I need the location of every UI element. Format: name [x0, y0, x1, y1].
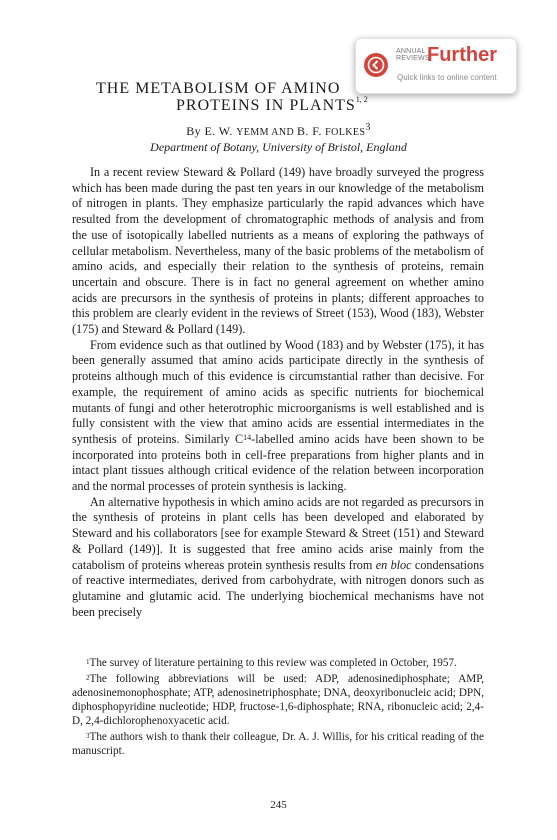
paragraph-1: In a recent review Steward & Pollard (149) have broadly surveyed the progress which has been made during the past ten years in our knowledge of the metabolism of nitrogen in plants. They emphasize particularly the rapid advances which have resulted from the development of chromatographic methods of analysis and from the use of isotopically labelled nutrients as a means of exploring the pathways of cellular metabolism. Nevertheless, many of the basic problems of the metabolism of amino acids, and especially their relation to the synthesis of proteins, remain uncertain and obscure. There is in fact no general agreement on whether amino acids are precursors in the synthesis of proteins in plants; different approaches to this problem are clearly evident in the reviews of Street (153), Wood (183), Webster (175) and Steward & Pollard (149). — [72, 165, 484, 337]
authors-by: By E. W. — [186, 124, 237, 138]
reviews-text: REVIEWS — [396, 55, 430, 62]
en-bloc-italic: en bloc — [375, 557, 412, 572]
footnotes — [72, 656, 484, 760]
annual-reviews-logo-text — [396, 48, 430, 62]
authors-footnote-mark: 3 — [365, 122, 371, 133]
title-line-2-text: PROTEINS IN PLANTS — [176, 97, 356, 114]
page-number: 245 — [270, 799, 287, 811]
footnote-1 — [72, 656, 484, 670]
title-line-1: THE METABOLISM OF AMINO — [96, 80, 341, 97]
footnote-3 — [72, 730, 484, 758]
footnote-3-mark: 3 — [86, 732, 90, 740]
paragraph-2-part-1: From evidence such as that outlined by Wood (183) and by Webster (175), it has been generally assumed that amino acids participate directly in the synthesis of proteins although much of this evidence is circumstantial rather than decisive. For example, the requirement of amino acids as specific nutrients for biochemical mutants of fungi and other heterotrophic microorganisms is well established and is fully consistent with the view that amino acids are essential intermediates in the synthesis of proteins. Similarly — [72, 337, 484, 446]
further-word: Further — [427, 44, 497, 66]
annual-text: ANNUAL — [396, 48, 426, 55]
author-folkes: FOLKES — [325, 127, 366, 138]
c14-symbol — [235, 432, 251, 446]
paragraph-3-part-1: An alternative hypothesis in which amino acids are not regarded as precursors in the synthesis of proteins in plant cells has been developed and elaborated by Steward and his collaborators [see for example Steward & Street (151) and Steward & Pollard (149)]. It is suggested that free amino acids arise mainly from the catabolism of proteins whereas protein synthesis results from — [72, 494, 484, 572]
authors-and: AND — [268, 127, 298, 138]
paragraph-3-part-2: condensations of reactive intermediates, derived from carbohydrate, with nitrogen donors such as glutamine and glutamic acid. The underlying biochemical mechanisms have not been precisely — [72, 557, 484, 619]
footnote-2-mark: 2 — [86, 674, 90, 682]
author-yemm: YEMM — [236, 127, 269, 138]
title-footnote-marks: 1, 2 — [355, 95, 368, 104]
author-folkes-initials: B. F. — [297, 124, 326, 138]
annual-reviews-further-badge[interactable] — [355, 38, 517, 94]
c14-base: C — [235, 431, 244, 446]
c14-sup: 14 — [243, 432, 252, 442]
further-subtitle: Quick links to online content — [397, 73, 497, 82]
title-line-2 — [176, 97, 368, 115]
paragraph-2 — [72, 338, 484, 495]
department-affiliation: Department of Botany, University of Bristol, England — [150, 140, 407, 154]
footnote-3-text: The authors wish to thank their colleague, Dr. A. J. Willis, for his critical reading of the manuscript. — [72, 731, 484, 757]
body-text — [72, 165, 484, 620]
arrow-left-icon — [364, 53, 388, 77]
footnote-1-text: The survey of literature pertaining to this review was completed in October, 1957. — [89, 657, 457, 669]
footnote-2 — [72, 672, 484, 728]
paragraph-2-part-2: -labelled amino acids have been shown to be incorporated into proteins both in cell-free preparations from higher plants and in intact plant tissues although critical evidence of the relation between incorporation and the normal processes of protein synthesis is lacking. — [72, 431, 484, 494]
paragraph-3 — [72, 495, 484, 621]
footnote-1-mark: 1 — [86, 658, 90, 666]
footnote-2-text: The following abbreviations will be used: ADP, adenosinediphosphate; AMP, adenosinemonophosphate; ATP, adenosinetriphosphate; DNA, deoxyribonucleic acid; DPN, diphosphopyridine nucleotide; HDP, fructose-1,6-diphosphate; RNA, ribonucleic acid; 2,4-D, 2,4-dichlorophenoxyacetic acid. — [72, 673, 484, 727]
authors-line — [0, 122, 557, 139]
